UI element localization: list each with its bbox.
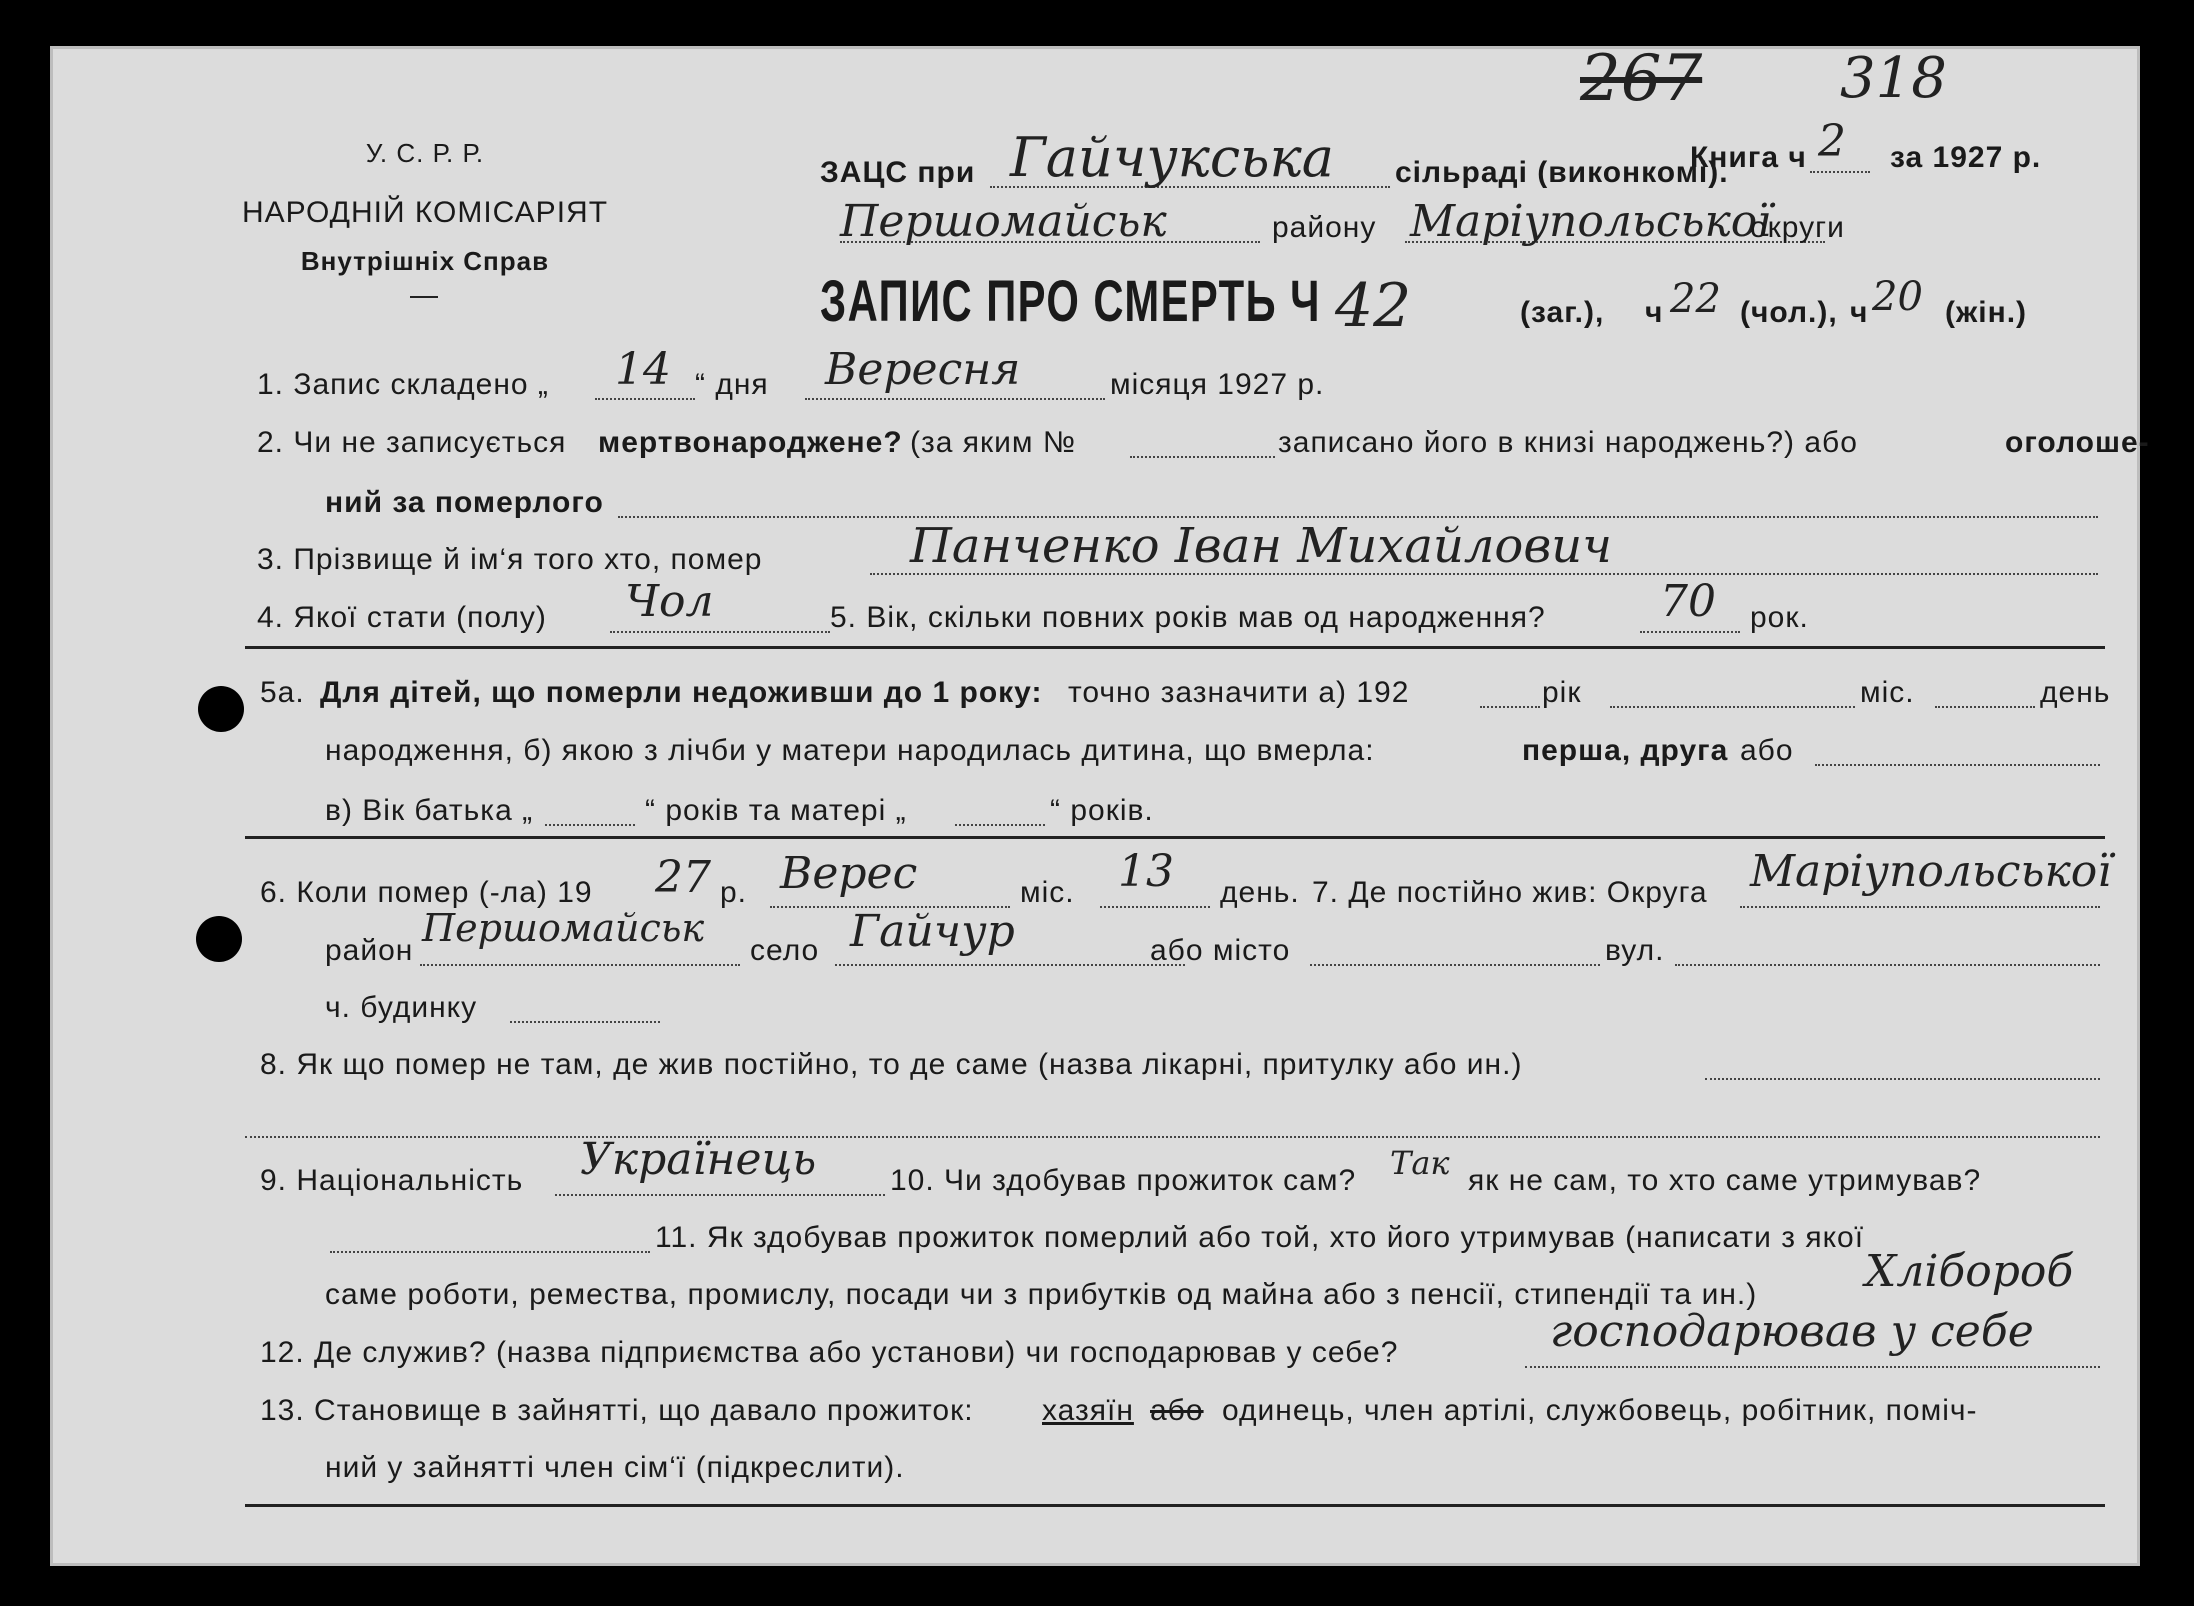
row13-abo: або: [1150, 1394, 1204, 1427]
served-handwritten: господарював у себе: [1550, 1306, 2034, 1357]
row5b-first-second: перша, друга: [1522, 734, 1729, 767]
rule-bottom: [245, 1504, 2105, 1507]
za-rik-label: за 1927 р.: [1890, 141, 2042, 174]
occupation-handwritten: Хлібороб: [1865, 1246, 2074, 1297]
row7-label: 7. Де постійно жив: Округа: [1312, 876, 1708, 909]
row2-label: 2. Чи не записується: [257, 426, 567, 459]
rule-2: [245, 836, 2105, 839]
father-age-line: [545, 824, 635, 826]
row5b-abo: або: [1740, 734, 1794, 767]
row5a-month-line: [1610, 706, 1855, 708]
row11-label: 11. Як здобував прожиток померлий або той, хто його утримував (написати з якої: [655, 1221, 1865, 1254]
row8-line-2: [245, 1136, 2100, 1138]
village-handwritten: Гайчукська: [1010, 126, 1334, 189]
row13-rest-2: ний у зайнятті член сім‘ї (підкреслити).: [325, 1451, 905, 1484]
row5b-label: народження, б) якою з лічби у матери народилась дитина, що вмерла:: [325, 734, 1375, 767]
raion-handwritten: Першомайськ: [840, 196, 1167, 247]
row10-rest: як не сам, то хто саме утримував?: [1468, 1164, 1982, 1197]
age-handwritten: 70: [1660, 576, 1716, 627]
row5c-end: “ років.: [1050, 794, 1154, 827]
row5-label: 5. Вік, скільки повних років мав од народження?: [830, 601, 1546, 634]
row5a-rest: точно зазначити а) 192: [1068, 676, 1410, 709]
okruhy-label: округи: [1750, 211, 1845, 244]
row6-r: р.: [720, 876, 748, 909]
corner-number: 318: [1840, 46, 1947, 111]
death-day: 13: [1118, 846, 1174, 897]
nationality-handwritten: Українець: [580, 1134, 817, 1185]
rule-1: [245, 646, 2105, 649]
row6-den: день.: [1220, 876, 1300, 909]
sex-handwritten: Чол: [625, 576, 714, 627]
row5a-rik: рік: [1542, 676, 1582, 709]
month-handwritten: Вересня: [825, 344, 1021, 395]
ch-label-1: ч: [1645, 296, 1664, 329]
row8-line-1: [1705, 1078, 2100, 1080]
row5-rok: рок.: [1750, 601, 1809, 634]
row1-dnya: “ дня: [695, 368, 769, 401]
male-number: 22: [1670, 276, 1721, 322]
punch-hole-top: [198, 686, 244, 732]
age-line: [1640, 631, 1740, 633]
raionu-label: району: [1272, 211, 1377, 244]
bud-line: [510, 1021, 660, 1023]
vul-line: [1675, 964, 2100, 966]
row7-misto: або місто: [1150, 934, 1291, 967]
row13-hazyain: хазяїн: [1042, 1394, 1134, 1427]
header-internal: Внутрішніх Справ: [300, 246, 550, 276]
row5c-father: в) Вік батька „: [325, 794, 534, 827]
row2-declared: ний за померлого: [325, 486, 604, 519]
knyha-label: Книга ч: [1690, 141, 1807, 174]
row1-year: місяця 1927 р.: [1110, 368, 1325, 401]
document-sheet: [50, 42, 2150, 1566]
row8-label: 8. Як що помер не там, де жив постійно, то де саме (назва лікарні, притулку або ин.): [260, 1048, 1523, 1081]
female-number: 20: [1872, 274, 1923, 320]
month-line: [805, 398, 1105, 400]
row7-raion: район: [325, 934, 414, 967]
mother-age-line: [955, 824, 1045, 826]
row2-oholosh: оголоше-: [2005, 426, 2150, 459]
row12-label: 12. Де служив? (назва підприємства або установи) чи господарював у себе?: [260, 1336, 1399, 1369]
row2-number: (за яким №: [910, 426, 1077, 459]
row7-vul: вул.: [1605, 934, 1665, 967]
row5a-den: день: [2040, 676, 2111, 709]
row9-label: 9. Національність: [260, 1164, 524, 1197]
day-line: [595, 398, 695, 400]
row7-selo: село: [750, 934, 820, 967]
ch-label-2: ч: [1850, 296, 1869, 329]
row2-rest: записано його в книзі народжень?) або: [1278, 426, 1858, 459]
selo-live-line: [835, 964, 1185, 966]
book-number-line: [1810, 171, 1870, 173]
punch-hole-bottom: [196, 916, 242, 962]
row5a-title: Для дітей, що померли недоживши до 1 року:: [320, 676, 1043, 709]
death-month: Верес: [780, 848, 918, 899]
header-ussr: У. С. Р. Р.: [365, 138, 485, 168]
okruha-handwritten: Маріупольської: [1410, 196, 1772, 247]
nationality-line: [555, 1194, 885, 1196]
misto-line: [1310, 964, 1600, 966]
row11-label-2: саме роботи, ремества, промислу, посади чи з прибутків од майна або з пенсії, стипендії та ин.): [325, 1278, 1758, 1311]
day-handwritten: 14: [615, 344, 671, 395]
row6-label: 6. Коли помер (-ла) 19: [260, 876, 593, 909]
okruha-live: Маріупольської: [1750, 846, 2112, 897]
okruha-live-line: [1740, 906, 2100, 908]
row5a-num: 5а.: [260, 676, 305, 709]
row5b-line: [1815, 764, 2100, 766]
death-year-suffix: 27: [655, 852, 711, 903]
raion-live-line: [420, 964, 740, 966]
death-day-line: [1100, 906, 1210, 908]
served-line: [1525, 1366, 2100, 1368]
name-handwritten: Панченко Іван Михайлович: [910, 518, 1613, 574]
row5c-mother: “ років та матері „: [645, 794, 907, 827]
row13-rest: одинець, член артілі, службовець, робітник, поміч-: [1222, 1394, 1978, 1427]
chol-label: (чол.),: [1740, 296, 1838, 329]
row2-number-line: [1130, 456, 1275, 458]
row5a-day-line: [1935, 706, 2035, 708]
row10-line: [330, 1251, 650, 1253]
book-number: 2: [1818, 116, 1846, 167]
row1-label: 1. Запис складено „: [257, 368, 549, 401]
selo-live: Гайчур: [850, 906, 1015, 957]
row13-label: 13. Становище в зайнятті, що давало прожиток:: [260, 1394, 974, 1427]
zah-label: (заг.),: [1520, 296, 1605, 329]
row5a-mis: міс.: [1860, 676, 1915, 709]
document-title: ЗАПИС ПРО СМЕРТЬ Ч: [820, 269, 1321, 334]
row4-label: 4. Якої стати (полу): [257, 601, 547, 634]
zags-label: ЗАЦС при: [820, 156, 976, 189]
row7-bud: ч. будинку: [325, 991, 478, 1024]
record-number: 42: [1335, 271, 1412, 341]
row2-stillborn: мертвонароджене?: [598, 426, 903, 459]
row5a-year-line: [1480, 706, 1540, 708]
corner-number-crossed: 267: [1580, 42, 1703, 116]
raion-live: Першомайськ: [422, 906, 705, 950]
sex-line: [610, 631, 830, 633]
zhin-label: (жін.): [1945, 296, 2028, 329]
self-support-handwritten: Так: [1390, 1144, 1450, 1182]
header-commissariat: НАРОДНІЙ КОМІСАРІЯТ: [241, 196, 609, 229]
row3-label: 3. Прізвище й ім‘я того хто, помер: [257, 543, 763, 576]
silradi-label: сільраді (виконкомі).: [1395, 156, 1729, 189]
row10-label: 10. Чи здобував прожиток сам?: [890, 1164, 1357, 1197]
header-dash: [410, 296, 438, 298]
row6-mis: міс.: [1020, 876, 1075, 909]
